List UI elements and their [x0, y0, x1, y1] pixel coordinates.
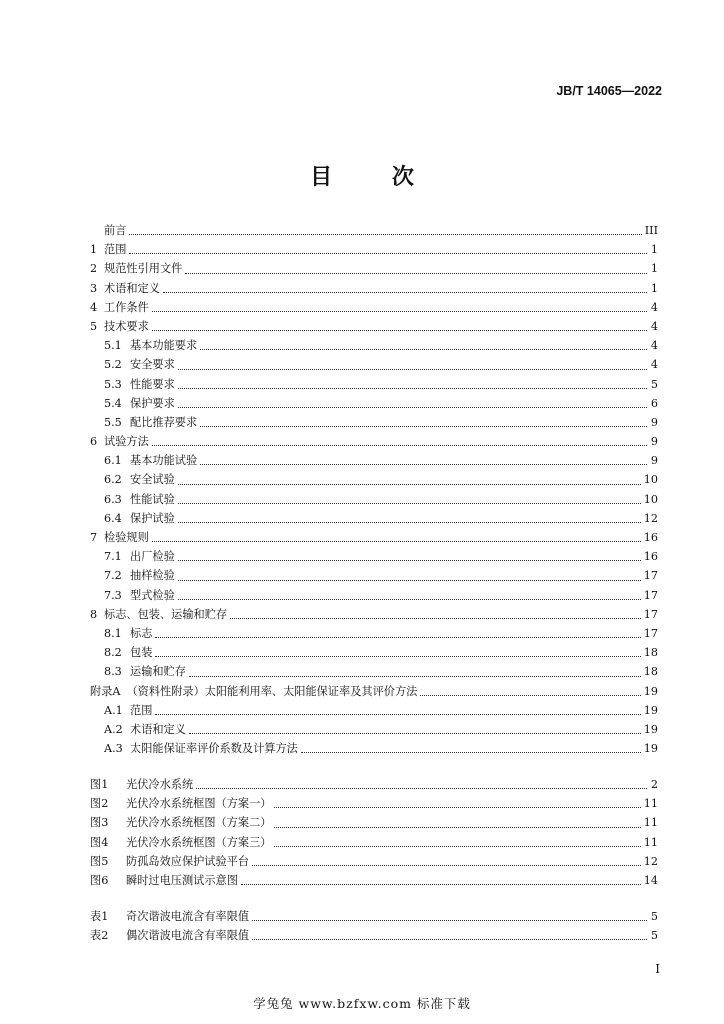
entry-label: 配比推荐要求 — [130, 415, 198, 429]
entry-label: 安全要求 — [130, 358, 175, 372]
entry-label: 试验方法 — [104, 435, 149, 449]
entry-label: 范围 — [130, 703, 153, 717]
toc-entry[interactable] — [90, 547, 658, 566]
toc-entry[interactable] — [90, 355, 658, 374]
entry-label: 术语和定义 — [104, 281, 160, 295]
entry-label: 规范性引用文件 — [104, 262, 183, 276]
entry-page: 17 — [643, 626, 658, 640]
entry-label: 标志 — [130, 626, 153, 640]
entry-number: 表1 — [90, 910, 109, 923]
toc-entry[interactable] — [90, 720, 658, 739]
entry-label: （资料性附录）太阳能利用率、太阳能保证率及其评价方法 — [126, 684, 418, 698]
page-number: I — [655, 962, 660, 976]
dot-leader — [274, 806, 640, 808]
toc-entry[interactable] — [90, 739, 658, 758]
entry-label: 运输和贮存 — [130, 665, 186, 679]
dot-leader — [129, 233, 641, 235]
toc-entry[interactable] — [90, 413, 658, 432]
entry-number: 8.1 — [104, 626, 122, 640]
entry-label: 包装 — [130, 646, 153, 660]
entry-page: 19 — [643, 703, 658, 717]
entry-number: 7 — [90, 531, 98, 544]
toc-entry[interactable] — [90, 259, 658, 278]
entry-number: 表2 — [90, 929, 109, 943]
entry-page: 4 — [650, 319, 658, 333]
dot-leader — [178, 387, 647, 389]
toc-tables — [90, 907, 658, 945]
dot-leader — [189, 675, 641, 677]
entry-number: 3 — [90, 281, 98, 295]
entry-page: 17 — [643, 607, 658, 621]
entry-number: 2 — [90, 262, 98, 276]
toc-entry[interactable] — [90, 375, 658, 394]
dot-leader — [241, 883, 641, 885]
toc-entry[interactable] — [90, 586, 658, 605]
figure-entry[interactable] — [90, 926, 658, 945]
entry-page: 4 — [650, 339, 658, 353]
entry-page: 17 — [643, 569, 658, 583]
entry-page: 11 — [643, 797, 658, 811]
toc-entry[interactable] — [90, 317, 658, 336]
entry-page: 11 — [643, 835, 658, 849]
toc-entry[interactable] — [90, 221, 658, 240]
toc-entry[interactable] — [90, 451, 658, 470]
dot-leader — [252, 864, 641, 866]
figure-entry[interactable] — [90, 813, 658, 832]
entry-label: 太阳能保证率评价系数及计算方法 — [130, 742, 298, 756]
dot-leader — [163, 291, 647, 293]
entry-number: 附录A — [90, 684, 121, 698]
entry-page: 10 — [643, 473, 658, 487]
entry-number: 8 — [90, 607, 98, 621]
entry-label: 瞬时过电压测试示意图 — [126, 873, 238, 887]
entry-label: 奇次谐波电流含有率限值 — [126, 910, 250, 923]
dot-leader — [200, 425, 647, 427]
dot-leader — [178, 406, 647, 408]
entry-page: 5 — [650, 910, 658, 923]
entry-label: 前言 — [104, 224, 127, 237]
entry-label: 术语和定义 — [130, 722, 186, 736]
toc-entry[interactable] — [90, 298, 658, 317]
entry-page: 9 — [650, 435, 658, 449]
entry-label: 防孤岛效应保护试验平台 — [126, 854, 250, 868]
toc-entry[interactable] — [90, 336, 658, 355]
dot-leader — [178, 579, 641, 581]
entry-label: 工作条件 — [104, 300, 149, 314]
dot-leader — [155, 636, 640, 638]
dot-leader — [178, 521, 641, 523]
entry-number: 8.2 — [104, 646, 122, 660]
dot-leader — [252, 938, 647, 940]
dot-leader — [178, 368, 647, 370]
dot-leader — [152, 329, 647, 331]
entry-page: 16 — [643, 531, 658, 544]
toc-entry[interactable] — [90, 566, 658, 585]
entry-number: 图5 — [90, 854, 109, 868]
entry-page: 6 — [650, 396, 658, 410]
entry-label: 保护要求 — [130, 396, 175, 410]
entry-page: III — [644, 224, 658, 237]
dot-leader — [155, 655, 640, 657]
standard-code: JB/T 14065—2022 — [556, 84, 662, 98]
toc-entry[interactable] — [90, 240, 658, 259]
entry-number: 图4 — [90, 835, 109, 849]
entry-label: 光伏冷水系统框图（方案三） — [126, 835, 272, 849]
toc-entry[interactable] — [90, 701, 658, 720]
dot-leader — [189, 732, 641, 734]
dot-leader — [274, 826, 640, 828]
toc-main — [90, 221, 658, 758]
entry-number: 8.3 — [104, 665, 122, 679]
entry-page: 4 — [650, 358, 658, 372]
entry-number: 6 — [90, 435, 98, 449]
dot-leader — [200, 348, 647, 350]
toc-entry[interactable] — [90, 605, 658, 624]
entry-page: 1 — [650, 262, 658, 276]
entry-number: 5.3 — [104, 377, 122, 391]
entry-label: 检验规则 — [104, 531, 149, 544]
entry-page: 1 — [650, 243, 658, 257]
entry-page: 19 — [643, 722, 658, 736]
dot-leader — [152, 540, 641, 542]
dot-leader — [230, 617, 641, 619]
entry-number: 7.3 — [104, 588, 122, 602]
entry-number: 7.2 — [104, 569, 122, 583]
entry-page: 12 — [643, 511, 658, 525]
dot-leader — [252, 919, 647, 921]
entry-page: 17 — [643, 588, 658, 602]
entry-number: 图2 — [90, 797, 109, 811]
entry-label: 偶次谐波电流含有率限值 — [126, 929, 250, 943]
figure-entry[interactable] — [90, 775, 658, 794]
toc-entry[interactable] — [90, 662, 658, 681]
entry-number: 图6 — [90, 873, 109, 887]
dot-leader — [420, 694, 640, 696]
dot-leader — [301, 751, 641, 753]
toc-entry[interactable] — [90, 682, 658, 701]
dot-leader — [152, 310, 647, 312]
toc-entry[interactable] — [90, 624, 658, 643]
dot-leader — [196, 787, 647, 789]
figure-entry[interactable] — [90, 852, 658, 871]
entry-label: 保护试验 — [130, 511, 175, 525]
dot-leader — [274, 845, 640, 847]
entry-page: 1 — [650, 281, 658, 295]
dot-leader — [152, 444, 647, 446]
entry-page: 19 — [643, 742, 658, 756]
entry-page: 2 — [650, 778, 658, 791]
entry-number: A.1 — [104, 703, 123, 717]
entry-label: 光伏冷水系统框图（方案二） — [126, 816, 272, 830]
entry-page: 9 — [650, 454, 658, 468]
entry-label: 光伏冷水系统 — [126, 778, 194, 791]
entry-page: 16 — [643, 550, 658, 564]
dot-leader — [178, 559, 641, 561]
entry-page: 4 — [650, 300, 658, 314]
toc-entry[interactable] — [90, 279, 658, 298]
entry-label: 光伏冷水系统框图（方案一） — [126, 797, 272, 811]
toc-entry[interactable] — [90, 394, 658, 413]
figure-entry[interactable] — [90, 907, 658, 926]
figure-entry[interactable] — [90, 794, 658, 813]
dot-leader — [200, 463, 647, 465]
entry-number: 图3 — [90, 816, 109, 830]
dot-leader — [185, 272, 647, 274]
entry-page: 5 — [650, 929, 658, 943]
entry-number: 4 — [90, 300, 98, 314]
toc-entry[interactable] — [90, 432, 658, 451]
entry-number: 6.4 — [104, 511, 122, 525]
toc-entry[interactable] — [90, 528, 658, 547]
entry-label: 型式检验 — [130, 588, 175, 602]
entry-label: 安全试验 — [130, 473, 175, 487]
footer-watermark: 学兔兔 www.bzfxw.com 标准下载 — [253, 996, 471, 1011]
entry-number: A.3 — [104, 742, 123, 756]
entry-label: 基本功能试验 — [130, 454, 198, 468]
entry-number: 5.4 — [104, 396, 122, 410]
entry-number: 5.1 — [104, 339, 122, 353]
entry-number: 7.1 — [104, 550, 122, 564]
entry-number: 6.3 — [104, 492, 122, 506]
entry-page: 18 — [643, 665, 658, 679]
toc-figures — [90, 775, 658, 890]
entry-label: 技术要求 — [104, 319, 149, 333]
page-title: 目 次 — [310, 164, 440, 190]
entry-label: 性能要求 — [130, 377, 175, 391]
entry-label: 范围 — [104, 243, 127, 257]
entry-number: 6.2 — [104, 473, 122, 487]
entry-page: 18 — [643, 646, 658, 660]
entry-label: 出厂检验 — [130, 550, 175, 564]
entry-page: 14 — [643, 873, 658, 887]
toc-entry[interactable] — [90, 509, 658, 528]
dot-leader — [178, 502, 641, 504]
entry-label: 抽样检验 — [130, 569, 175, 583]
toc-entry[interactable] — [90, 643, 658, 662]
entry-number: 6.1 — [104, 454, 122, 468]
entry-page: 19 — [643, 684, 658, 698]
entry-label: 标志、包装、运输和贮存 — [104, 607, 228, 621]
entry-number: 图1 — [90, 778, 109, 791]
entry-number: 5.2 — [104, 358, 122, 372]
entry-page: 11 — [643, 816, 658, 830]
entry-number: 5.5 — [104, 415, 122, 429]
figure-entry[interactable] — [90, 833, 658, 852]
entry-number: A.2 — [104, 722, 123, 736]
dot-leader — [178, 483, 641, 485]
entry-label: 基本功能要求 — [130, 339, 198, 353]
entry-page: 9 — [650, 415, 658, 429]
entry-page: 12 — [643, 854, 658, 868]
toc-entry[interactable] — [90, 490, 658, 509]
dot-leader — [155, 713, 640, 715]
dot-leader — [129, 252, 647, 254]
figure-entry[interactable] — [90, 871, 658, 890]
entry-page: 5 — [650, 377, 658, 391]
entry-label: 性能试验 — [130, 492, 175, 506]
dot-leader — [178, 598, 641, 600]
toc-entry[interactable] — [90, 470, 658, 489]
entry-number: 1 — [90, 243, 98, 257]
entry-page: 10 — [643, 492, 658, 506]
entry-number: 5 — [90, 319, 98, 333]
